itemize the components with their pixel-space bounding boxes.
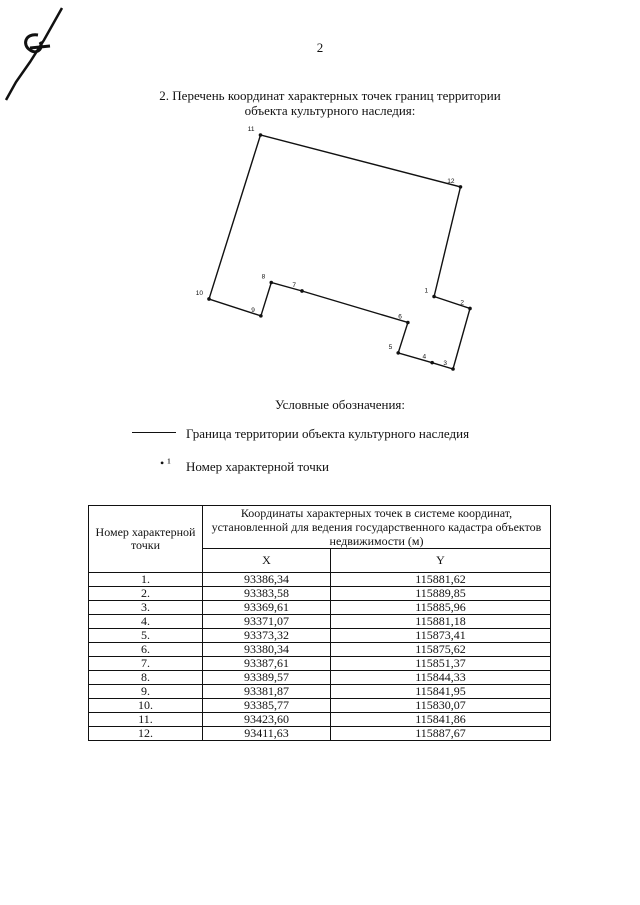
point-number: 3. <box>89 601 203 615</box>
x-value: 93387,61 <box>203 657 331 671</box>
x-value: 93383,58 <box>203 587 331 601</box>
boundary-point-5 <box>396 351 400 355</box>
legend-point-mark: • ¹ <box>160 456 171 470</box>
table-row <box>89 615 551 629</box>
boundary-point-label-3: 3 <box>443 360 448 367</box>
point-number: 2. <box>89 587 203 601</box>
x-value: 93381,87 <box>203 685 331 699</box>
point-number: 5. <box>89 629 203 643</box>
boundary-point-label-10: 10 <box>195 289 203 297</box>
table-row <box>89 573 551 587</box>
boundary-point-label-4: 4 <box>422 353 427 361</box>
boundary-point-label-7: 7 <box>292 281 296 289</box>
x-value: 93385,77 <box>203 699 331 713</box>
boundary-point-3 <box>451 367 455 371</box>
y-value: 115841,95 <box>331 685 551 699</box>
boundary-point-label-1: 1 <box>424 287 429 295</box>
page-number: 2 <box>316 40 324 55</box>
point-number: 4. <box>89 615 203 629</box>
table-row <box>89 727 551 741</box>
y-value: 115881,62 <box>331 573 551 587</box>
y-value: 115885,96 <box>331 601 551 615</box>
boundary-plan <box>0 0 640 400</box>
x-value: 93373,32 <box>203 629 331 643</box>
header-y: Y <box>331 549 551 573</box>
boundary-point-8 <box>269 281 273 285</box>
x-value: 93386,34 <box>203 573 331 587</box>
legend-boundary-line <box>132 432 176 433</box>
x-value: 93411,63 <box>203 727 331 741</box>
x-value: 93371,07 <box>203 615 331 629</box>
table-row <box>89 657 551 671</box>
boundary-point-label-9: 9 <box>251 306 255 314</box>
x-value: 93380,34 <box>203 643 331 657</box>
y-value: 115881,18 <box>331 615 551 629</box>
header-x: X <box>203 549 331 573</box>
boundary-point-4 <box>430 361 434 365</box>
boundary-point-11 <box>259 133 263 137</box>
y-value: 115887,67 <box>331 727 551 741</box>
boundary-point-label-6: 6 <box>398 313 402 321</box>
boundary-point-10 <box>207 297 211 301</box>
x-value: 93389,57 <box>203 671 331 685</box>
point-number: 12. <box>89 727 203 741</box>
coordinates-table <box>88 505 551 741</box>
boundary-point-label-5: 5 <box>388 343 393 351</box>
point-number: 1. <box>89 573 203 587</box>
table-row <box>89 713 551 727</box>
heading-line-1: 2. Перечень координат характерных точек границ территории <box>159 88 501 103</box>
header-coordinates: Координаты характерных точек в системе координат, установленной для ведения государственного кадастра объектов недвижимости (м) <box>203 506 551 549</box>
table-row <box>89 601 551 615</box>
boundary-polygon <box>209 135 470 369</box>
legend-point-label: Номер характерной точки <box>186 459 329 474</box>
boundary-point-12 <box>459 185 463 189</box>
y-value: 115851,37 <box>331 657 551 671</box>
boundary-point-9 <box>259 314 263 318</box>
y-value: 115841,86 <box>331 713 551 727</box>
boundary-point-label-12: 12 <box>447 177 455 185</box>
boundary-point-6 <box>406 321 410 325</box>
x-value: 93423,60 <box>203 713 331 727</box>
legend-title: Условные обозначения: <box>274 397 406 412</box>
x-value: 93369,61 <box>203 601 331 615</box>
y-value: 115844,33 <box>331 671 551 685</box>
table-row <box>89 699 551 713</box>
boundary-point-label-11: 11 <box>247 126 255 133</box>
point-number: 11. <box>89 713 203 727</box>
y-value: 115830,07 <box>331 699 551 713</box>
point-number: 10. <box>89 699 203 713</box>
y-value: 115875,62 <box>331 643 551 657</box>
boundary-point-label-8: 8 <box>261 273 266 281</box>
legend-boundary-label: Граница территории объекта культурного наследия <box>186 426 470 441</box>
table-row <box>89 587 551 601</box>
boundary-point-1 <box>432 295 436 299</box>
boundary-point-label-2: 2 <box>460 299 464 307</box>
boundary-point-2 <box>468 307 472 311</box>
point-number: 8. <box>89 671 203 685</box>
point-number: 6. <box>89 643 203 657</box>
point-number: 7. <box>89 657 203 671</box>
heading-line-2: объекта культурного наследия: <box>244 103 416 118</box>
table-row <box>89 643 551 657</box>
point-number: 9. <box>89 685 203 699</box>
boundary-point-7 <box>300 289 304 293</box>
y-value: 115889,85 <box>331 587 551 601</box>
table-row <box>89 671 551 685</box>
y-value: 115873,41 <box>331 629 551 643</box>
header-point-number: Номер характерной точки <box>89 506 203 573</box>
table-row <box>89 685 551 699</box>
table-row <box>89 629 551 643</box>
